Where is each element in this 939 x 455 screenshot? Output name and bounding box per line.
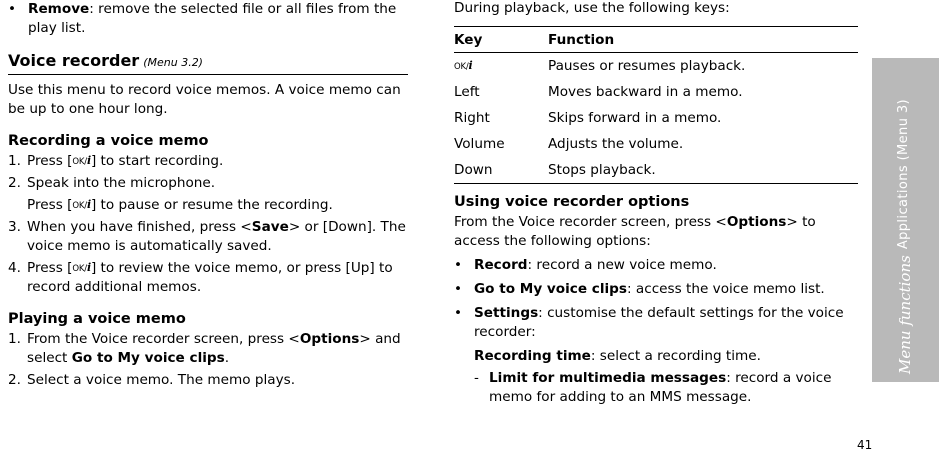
option-text: : record a new voice memo. xyxy=(527,257,717,273)
step-number: 4. xyxy=(8,260,21,276)
step-number: 2. xyxy=(8,175,21,191)
section-title-text: Voice recorder xyxy=(8,51,140,70)
step-number: 1. xyxy=(8,153,21,169)
ok-info-key-icon: OK/i xyxy=(454,59,473,72)
setting-text: : record a voice memo for adding to an MMS message. xyxy=(489,370,832,405)
go-to-clips-term: Go to My voice clips xyxy=(71,350,225,366)
chapter-side-tab xyxy=(872,58,939,382)
recording-step-1 xyxy=(8,152,408,171)
table-header-row xyxy=(454,27,858,53)
step-text: > and select xyxy=(27,331,401,366)
options-term: Options xyxy=(726,214,787,230)
table-row xyxy=(454,79,858,105)
table-cell-key xyxy=(454,53,548,80)
table-cell-function: Moves backward in a memo. xyxy=(548,84,743,100)
table-cell-key: Down xyxy=(454,157,548,184)
table-header-key: Key xyxy=(454,27,548,53)
setting-recording-time xyxy=(454,347,860,366)
step-text: When you have finished, press < xyxy=(27,219,252,235)
playing-heading: Playing a voice memo xyxy=(8,311,186,327)
ok-info-key-icon: OK/i xyxy=(72,261,91,274)
option-settings xyxy=(454,304,860,342)
table-row xyxy=(454,131,858,157)
table-cell-function: Adjusts the volume. xyxy=(548,136,684,152)
table-cell-function: Pauses or resumes playback. xyxy=(548,58,746,74)
recording-step-4 xyxy=(8,259,408,297)
step-number: 3. xyxy=(8,219,21,235)
step-text: . xyxy=(224,350,230,366)
record-term: Record xyxy=(474,257,528,273)
remove-bullet xyxy=(8,0,408,38)
option-go-to-clips xyxy=(454,280,860,299)
playback-keys-table xyxy=(454,26,858,184)
page-number: 41 xyxy=(857,438,873,452)
table-cell-function: Stops playback. xyxy=(548,157,858,184)
side-tab-text xyxy=(896,58,939,382)
section-title xyxy=(8,51,408,75)
recording-heading: Recording a voice memo xyxy=(8,133,209,149)
step-text: ] to start recording. xyxy=(90,153,224,169)
step-number: 1. xyxy=(8,331,21,347)
table-header-function: Function xyxy=(548,27,858,53)
left-column xyxy=(8,0,408,390)
bullet-dot: • xyxy=(454,281,463,297)
ok-info-key-icon: OK/i xyxy=(72,154,91,167)
table-cell-function: Skips forward in a memo. xyxy=(548,110,722,126)
table-cell-key: Right xyxy=(454,110,490,126)
playback-intro: During playback, use the following keys: xyxy=(454,0,730,16)
right-column xyxy=(454,0,860,407)
table-cell-key: Left xyxy=(454,84,480,100)
recording-step-2 xyxy=(8,174,408,193)
options-intro: From the Voice recorder screen, press <Options> to access the following options: xyxy=(454,214,816,249)
setting-text: : select a recording time. xyxy=(590,348,761,364)
recording-step-2-note xyxy=(8,196,408,215)
step-number: 2. xyxy=(8,372,21,388)
table-row xyxy=(454,105,858,131)
options-heading: Using voice recorder options xyxy=(454,194,690,210)
playing-step-1 xyxy=(8,330,408,368)
side-tab-topic: Applications (Menu 3) xyxy=(896,98,911,250)
limit-mms-term: Limit for multimedia messages xyxy=(489,370,727,386)
step-text: Speak into the microphone. xyxy=(27,175,216,191)
table-cell-key: Volume xyxy=(454,136,505,152)
recording-step-3 xyxy=(8,218,408,256)
setting-limit-mms xyxy=(454,369,860,407)
remove-text: : remove the selected file or all files from the play list. xyxy=(28,1,397,36)
step-text: ] to pause or resume the recording. xyxy=(90,197,333,213)
table-row xyxy=(454,157,858,184)
remove-term: Remove xyxy=(28,1,90,17)
go-to-clips-term: Go to My voice clips xyxy=(474,281,627,297)
playing-step-2 xyxy=(8,371,408,390)
section-menu: (Menu 3.2) xyxy=(143,56,203,69)
bullet-dot: • xyxy=(454,305,463,321)
option-text: : customise the default settings for the voice recorder: xyxy=(474,305,844,340)
table-row xyxy=(454,53,858,80)
bullet-dot: • xyxy=(454,257,463,273)
save-term: Save xyxy=(251,219,289,235)
intro-text: Use this menu to record voice memos. A voice memo can be up to one hour long. xyxy=(8,82,401,117)
recording-time-term: Recording time xyxy=(474,348,591,364)
step-text: ] to review the voice memo, or press [Up] to record additional memos. xyxy=(27,260,393,295)
step-text: Press [ xyxy=(27,153,73,169)
settings-term: Settings xyxy=(474,305,539,321)
bullet-dot: • xyxy=(8,1,17,17)
step-text: Press [ xyxy=(27,197,73,213)
dash-marker: - xyxy=(474,370,479,386)
option-text: : access the voice memo list. xyxy=(627,281,825,297)
ok-info-key-icon: OK/i xyxy=(72,198,91,211)
options-term: Options xyxy=(299,331,360,347)
step-text: Select a voice memo. The memo plays. xyxy=(27,372,296,388)
side-tab-section: Menu functions xyxy=(896,255,914,374)
step-text: Press [ xyxy=(27,260,73,276)
step-text: > or [Down]. The voice memo is automatically saved. xyxy=(27,219,406,254)
step-text: From the Voice recorder screen, press < xyxy=(27,331,300,347)
option-record xyxy=(454,256,860,275)
